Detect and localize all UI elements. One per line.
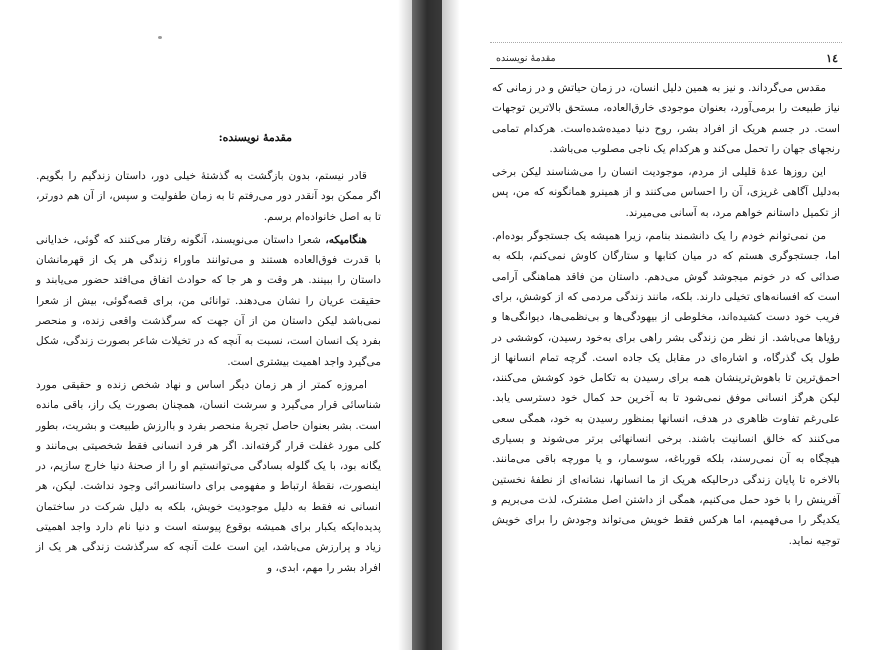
paragraph: قادر نیستم، بدون بازگشت به گذشتهٔ خیلی دور، داستان زندگیم را بگویم. اگر ممکن بود آنقدر دور می‌رفتم تا به زمان طفولیت و سپس، از آن هم دورتر، تا به اصل خانواده‌ام برسم. xyxy=(36,170,381,223)
page-speck xyxy=(158,36,162,39)
paragraph: هنگامیکه، شعرا داستان می‌نویسند، آنگونه رفتار می‌کنند که گوئی، خدایانی با قدرت فوق‌العاده هستند و می‌توانند ماوراء زندگی هر یک از قهرمانشان داستان را ببینند. هر وقت و هر جا که حوادث اتفاق می‌افتد حضور می‌یابند و حقیقت عریان را نشان می‌دهند. توانائی من، برای قصه‌گوئی، بیش از شعرا نمی‌باشد لیکن داستان من از آن جهت که سرگذشت واقعی زنده، و منحصر بفرد یک انسان است، نسبت به آنچه که در تخیلات شاعر بصورت زندگی، شکل می‌گیرد واجد اهمیت بیشتری است. xyxy=(36,233,381,368)
top-dotted-rule xyxy=(490,42,842,43)
left-page-gutter-shadow xyxy=(398,0,412,650)
page-number: ۱٤ xyxy=(826,52,838,65)
paragraph: امروزه کمتر از هر زمان دیگر اساس و نهاد شخص زنده و حقیقی مورد شناسائی قرار می‌گیرد و سرشت انسان، همچنان بصورت یک راز، باقی مانده است. بشر بعنوان حاصل تجربهٔ منحصر بفرد و باارزش طبیعت و بشریت، بطور کلی مورد غفلت قرار گرفته‌اند. اگر هر فرد انسانی فقط شخصیتی بی‌مانند و یگانه بود، با یک گلوله بسادگی می‌توانستیم او را از صحنهٔ دنیا خارج سازیم، در اینصورت، نقطهٔ ارتباط و مفهومی برای داستانسرائی وجود نداشت. لیکن، هر انسانی نه فقط به دلیل موجودیت خویش، بلکه به دلیل شرکت در ساختمان پدیده‌ایکه یکبار برای همیشه بوقوع پیوسته است و دنیا نام دارد واجد اهمیتی زیاد و پرارزش می‌باشد، این است علت آنچه که سرگذشت زندگی هر یک از افراد بشر را مهم، ابدی، و xyxy=(36,378,381,574)
left-page xyxy=(0,0,412,650)
right-page-gutter-shadow xyxy=(442,0,460,650)
right-page-body xyxy=(492,78,840,551)
running-header xyxy=(490,50,842,69)
paragraph: مقدس می‌گرداند. و نیز به همین دلیل انسان، در زمان حیاتش و در زمانی که نیاز طبیعت را برمی‌آورد، بعنوان موجودی خارق‌العاده، مستحق بالاترین توجهات است. در جسم هریک از افراد بشر، روح دنیا دمیده‌شده‌است. هرکدام تمامی رنجهای جهان را تحمل می‌کند و هرکدام یک ناجی مصلوب می‌باشد. xyxy=(492,82,840,155)
right-page xyxy=(442,0,880,650)
paragraph: این روزها عدهٔ قلیلی از مردم، موجودیت انسان را می‌شناسند لیکن برخی به‌دلیل آگاهی غریزی، آن را احساس می‌کنند و از همینرو همانگونه که من، پس از تکمیل داستانم خواهم مرد، به آسانی می‌میرند. xyxy=(492,166,840,219)
section-title: مقدمهٔ نویسنده: xyxy=(218,131,292,144)
book-gutter xyxy=(412,0,442,650)
paragraph: من نمی‌توانم خودم را یک دانشمند بنامم، زیرا همیشه یک جستجوگر بوده‌ام. اما، جستجوگری هستم که در میان کتابها و ستارگان کاوش نمی‌کنم، بلکه به صدائی که در خونم میجوشد گوش می‌دهم. داستان من فاقد هماهنگی آرامی است که افسانه‌های تخیلی دارند. بلکه، مانند زندگی مردمی که از کوشش، برای فریب خود دست کشیده‌اند، مخلوطی از بیهودگی‌ها و بی‌نظمی‌ها، دیوانگی‌ها و رؤیاها می‌باشد. از نظر من زندگی بشر راهی برای به‌خود رسیدن، کوششی در طول یک گذرگاه، و اشاره‌ای در مقابل یک جاده است. گرچه تمام انسانها از احمق‌ترین تا باهوش‌ترینشان همه برای رسیدن به تکامل خود کوشش می‌کنند، لیکن هرگز انسانی موفق نمی‌شود تا به آخرین حد کمال خود دسترسی یابد. علی‌رغم تفاوت ظاهری در هدف، انسانها بمنظور رسیدن به خود، همگی سعی می‌کنند که خالق انسانیت باشند. برخی انسانهائی برتر می‌شوند و بسیاری هیچگاه به آن نمی‌رسند، بلکه قورباغه، سوسمار، و یا مورچه باقی می‌مانند. بالاخره تا پایان زندگی درحالیکه هریک از ما انسانها، نشانه‌ای از نطفهٔ نخستین آفرینش را با خود حمل می‌کنیم، همگی از داشتن اصل مشترک، لذت می‌بریم و یکدیگر را می‌فهمیم، اما هرکس فقط خویش می‌تواند وجودش را برای خویش توجیه نماید. xyxy=(492,230,840,547)
left-page-body xyxy=(36,166,381,578)
running-title: مقدمهٔ نویسنده xyxy=(496,53,556,64)
